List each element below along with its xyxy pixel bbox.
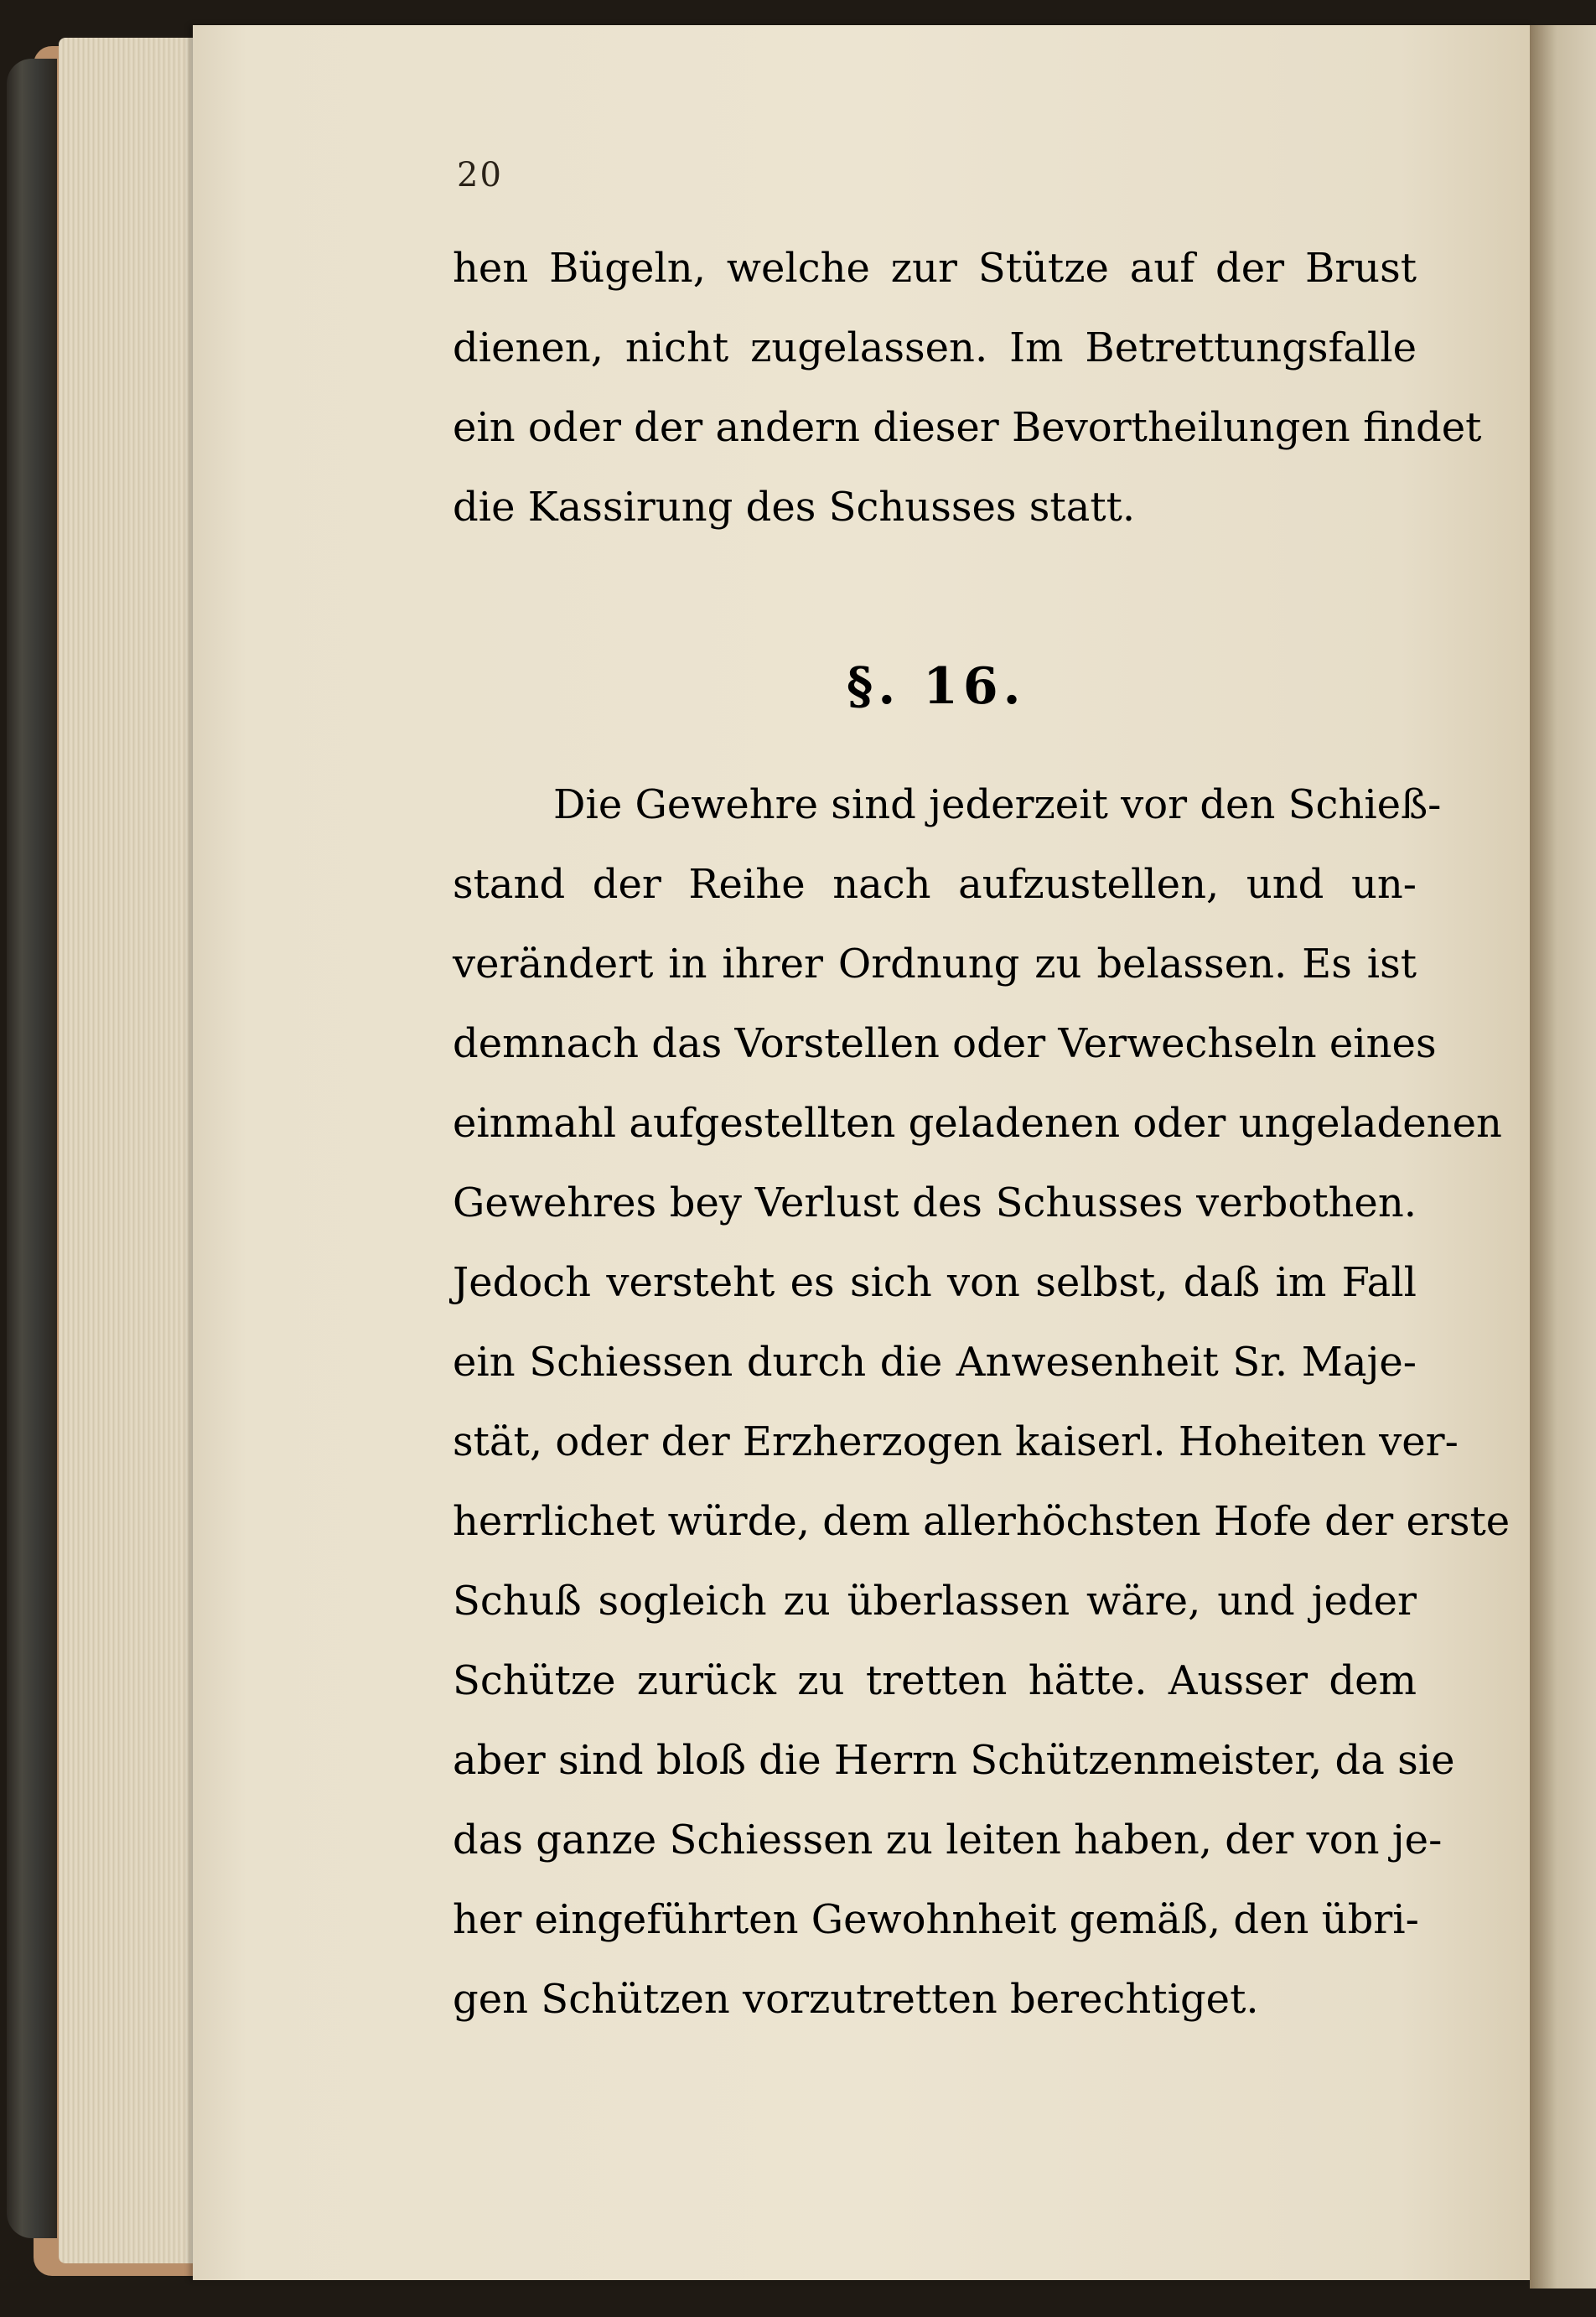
text-line: das ganze Schiessen zu leiten haben, der von je- [453,1817,1443,1863]
text-line: stät, oder der Erzherzogen kaiserl. Hoheiten ver- [453,1418,1459,1465]
text-line: Schütze zurück zu tretten hätte. Ausser dem [453,1657,1417,1704]
text-line: hen Bügeln, welche zur Stütze auf der Brust [453,245,1417,292]
text-line: verändert in ihrer Ordnung zu belassen. Es ist [453,941,1417,987]
page-number: 20 [457,156,503,194]
text-line: die Kassirung des Schusses statt. [453,484,1136,531]
text-line: ein Schiessen durch die Anwesenheit Sr. Maje- [453,1339,1417,1386]
text-line: Schuß sogleich zu überlassen wäre, und jeder [453,1578,1417,1625]
text-line: Gewehres bey Verlust des Schusses verbothen. [453,1179,1417,1226]
text-line: Die Gewehre sind jederzeit vor den Schieß- [553,781,1442,828]
section-heading: §. 16. [847,657,1026,716]
text-line: ein oder der andern dieser Bevortheilungen findet [453,404,1482,451]
text-line: stand der Reihe nach aufzustellen, und un- [453,861,1417,908]
text-line: einmahl aufgestellten geladenen oder ungeladenen [453,1100,1502,1147]
text-line: demnach das Vorstellen oder Verwechseln eines [453,1020,1437,1067]
text-line: her eingeführten Gewohnheit gemäß, den übri- [453,1896,1419,1943]
text-line: aber sind bloß die Herrn Schützenmeister, da sie [453,1737,1455,1784]
page-gutter-fold [1530,25,1596,2288]
text-line: dienen, nicht zugelassen. Im Betrettungsfalle [453,324,1417,371]
text-line: gen Schützen vorzutretten berechtiget. [453,1976,1259,2023]
book-spine [7,59,57,2238]
text-line: herrlichet würde, dem allerhöchsten Hofe der erste [453,1498,1510,1545]
text-line: Jedoch versteht es sich von selbst, daß im Fall [453,1259,1417,1306]
